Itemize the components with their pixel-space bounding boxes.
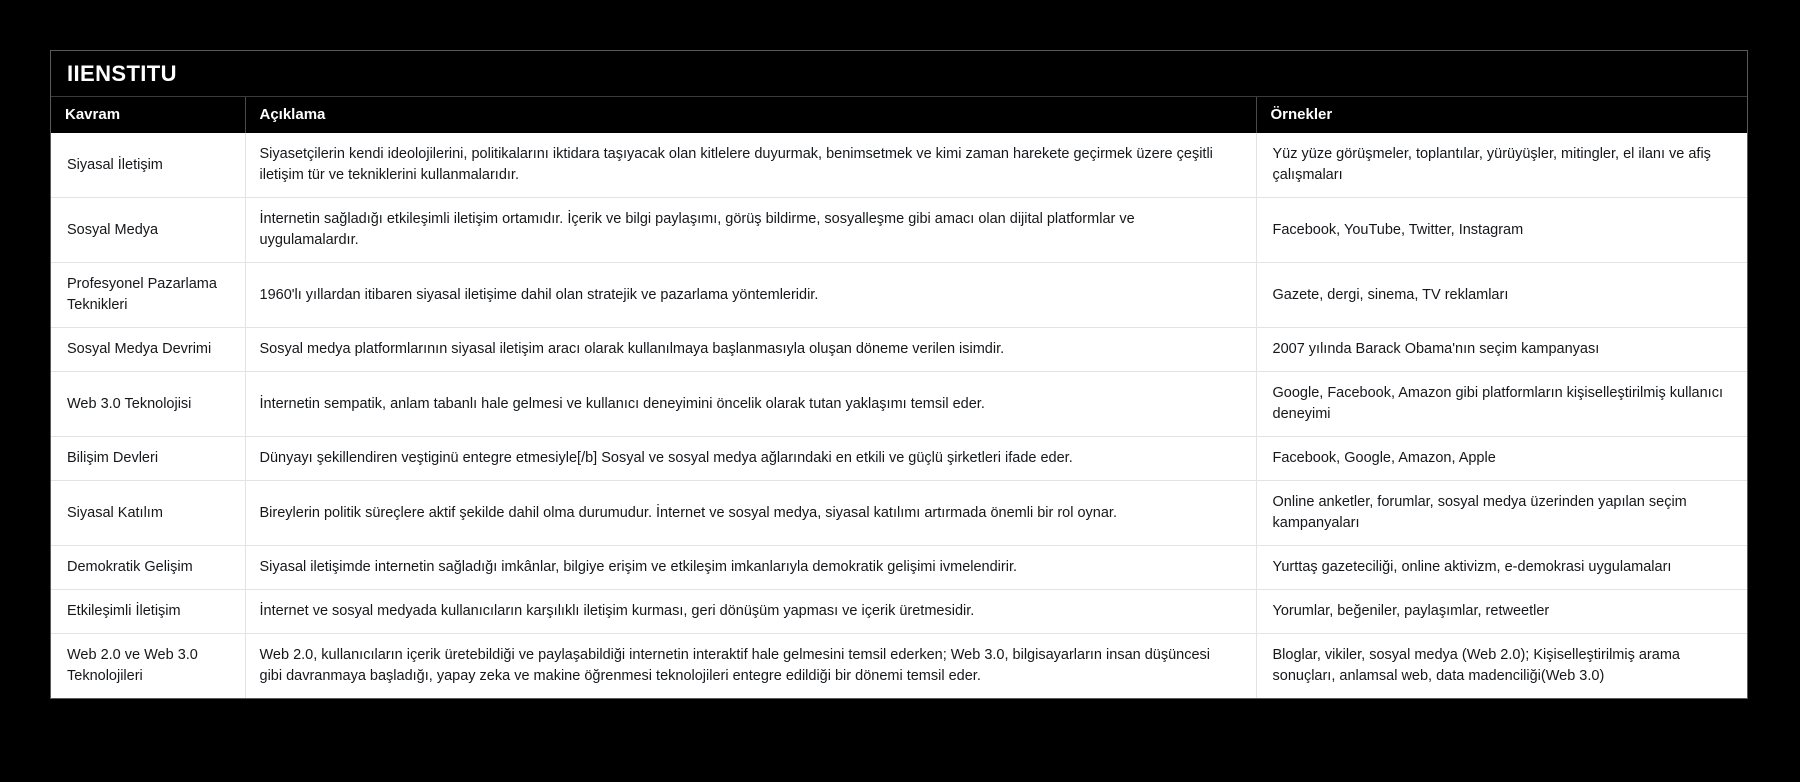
cell-kavram: Etkileşimli İletişim bbox=[51, 590, 245, 634]
cell-ornekler: Yüz yüze görüşmeler, toplantılar, yürüyüşler, mitingler, el ilanı ve afiş çalışmaları bbox=[1256, 133, 1748, 198]
cell-kavram: Bilişim Devleri bbox=[51, 437, 245, 481]
brand-header bbox=[51, 51, 1747, 97]
cell-ornekler: Bloglar, vikiler, sosyal medya (Web 2.0); Kişiselleştirilmiş arama sonuçları, anlamsal web, data madenciliği(Web 3.0) bbox=[1256, 634, 1748, 699]
cell-kavram: Demokratik Gelişim bbox=[51, 546, 245, 590]
cell-ornekler: Online anketler, forumlar, sosyal medya üzerinden yapılan seçim kampanyaları bbox=[1256, 481, 1748, 546]
table-row bbox=[51, 481, 1748, 546]
cell-kavram: Sosyal Medya Devrimi bbox=[51, 328, 245, 372]
column-header-kavram: Kavram bbox=[51, 97, 245, 133]
column-header-aciklama: Açıklama bbox=[245, 97, 1256, 133]
table-row bbox=[51, 198, 1748, 263]
cell-ornekler: Yorumlar, beğeniler, paylaşımlar, retweetler bbox=[1256, 590, 1748, 634]
cell-ornekler: Facebook, YouTube, Twitter, Instagram bbox=[1256, 198, 1748, 263]
table-row bbox=[51, 328, 1748, 372]
cell-kavram: Web 2.0 ve Web 3.0 Teknolojileri bbox=[51, 634, 245, 699]
table-row bbox=[51, 437, 1748, 481]
brand-title: IIENSTITU bbox=[67, 60, 177, 86]
table-row bbox=[51, 546, 1748, 590]
table-row bbox=[51, 634, 1748, 699]
table-header-row bbox=[51, 97, 1748, 133]
concept-table bbox=[51, 97, 1748, 698]
cell-aciklama: Siyasetçilerin kendi ideolojilerini, politikalarını iktidara taşıyacak olan kitlelere duyurmak, benimsetmek ve kimi zaman harekete geçirmek üzere çeşitli iletişim tür ve tekniklerini kullanmalarıdır. bbox=[245, 133, 1256, 198]
table-row bbox=[51, 263, 1748, 328]
cell-ornekler: Facebook, Google, Amazon, Apple bbox=[1256, 437, 1748, 481]
cell-ornekler: Google, Facebook, Amazon gibi platformların kişiselleştirilmiş kullanıcı deneyimi bbox=[1256, 372, 1748, 437]
cell-aciklama: Bireylerin politik süreçlere aktif şekilde dahil olma durumudur. İnternet ve sosyal medya, siyasal katılımı artırmada önemli bir rol oynar. bbox=[245, 481, 1256, 546]
cell-kavram: Profesyonel Pazarlama Teknikleri bbox=[51, 263, 245, 328]
cell-aciklama: Siyasal iletişimde internetin sağladığı imkânlar, bilgiye erişim ve etkileşim imkanlarıyla demokratik gelişimi ivmelendirir. bbox=[245, 546, 1256, 590]
cell-aciklama: Dünyayı şekillendiren veştiginü entegre etmesiyle[/b] Sosyal ve sosyal medya ağlarındaki en etkili ve güçlü şirketleri ifade eder. bbox=[245, 437, 1256, 481]
cell-aciklama: 1960'lı yıllardan itibaren siyasal iletişime dahil olan stratejik ve pazarlama yöntemleridir. bbox=[245, 263, 1256, 328]
cell-aciklama: Sosyal medya platformlarının siyasal iletişim aracı olarak kullanılmaya başlanmasıyla oluşan döneme verilen isimdir. bbox=[245, 328, 1256, 372]
cell-ornekler: Gazete, dergi, sinema, TV reklamları bbox=[1256, 263, 1748, 328]
cell-kavram: Sosyal Medya bbox=[51, 198, 245, 263]
cell-kavram: Siyasal İletişim bbox=[51, 133, 245, 198]
cell-aciklama: İnternetin sempatik, anlam tabanlı hale gelmesi ve kullanıcı deneyimini öncelik olarak tutan yaklaşımı temsil eder. bbox=[245, 372, 1256, 437]
table-body bbox=[51, 133, 1748, 698]
concept-table-card bbox=[50, 50, 1748, 699]
cell-aciklama: İnternet ve sosyal medyada kullanıcıların karşılıklı iletişim kurması, geri dönüşüm yapması ve içerik üretmesidir. bbox=[245, 590, 1256, 634]
table-row bbox=[51, 372, 1748, 437]
table-head bbox=[51, 97, 1748, 133]
table-row bbox=[51, 590, 1748, 634]
table-row bbox=[51, 133, 1748, 198]
cell-kavram: Web 3.0 Teknolojisi bbox=[51, 372, 245, 437]
column-header-ornekler: Örnekler bbox=[1256, 97, 1748, 133]
cell-aciklama: İnternetin sağladığı etkileşimli iletişim ortamıdır. İçerik ve bilgi paylaşımı, görüş bildirme, sosyalleşme gibi amacı olan dijital platformlar ve uygulamalardır. bbox=[245, 198, 1256, 263]
cell-aciklama: Web 2.0, kullanıcıların içerik üretebildiği ve paylaşabildiği internetin interaktif hale gelmesini temsil ederken; Web 3.0, bilgisayarların insan düşüncesi gibi davranmaya başladığı, yapay zeka ve makine öğrenmesi teknolojileri entegre edildiği bir dönemi temsil eder. bbox=[245, 634, 1256, 699]
cell-kavram: Siyasal Katılım bbox=[51, 481, 245, 546]
cell-ornekler: Yurttaş gazeteciliği, online aktivizm, e-demokrasi uygulamaları bbox=[1256, 546, 1748, 590]
cell-ornekler: 2007 yılında Barack Obama'nın seçim kampanyası bbox=[1256, 328, 1748, 372]
